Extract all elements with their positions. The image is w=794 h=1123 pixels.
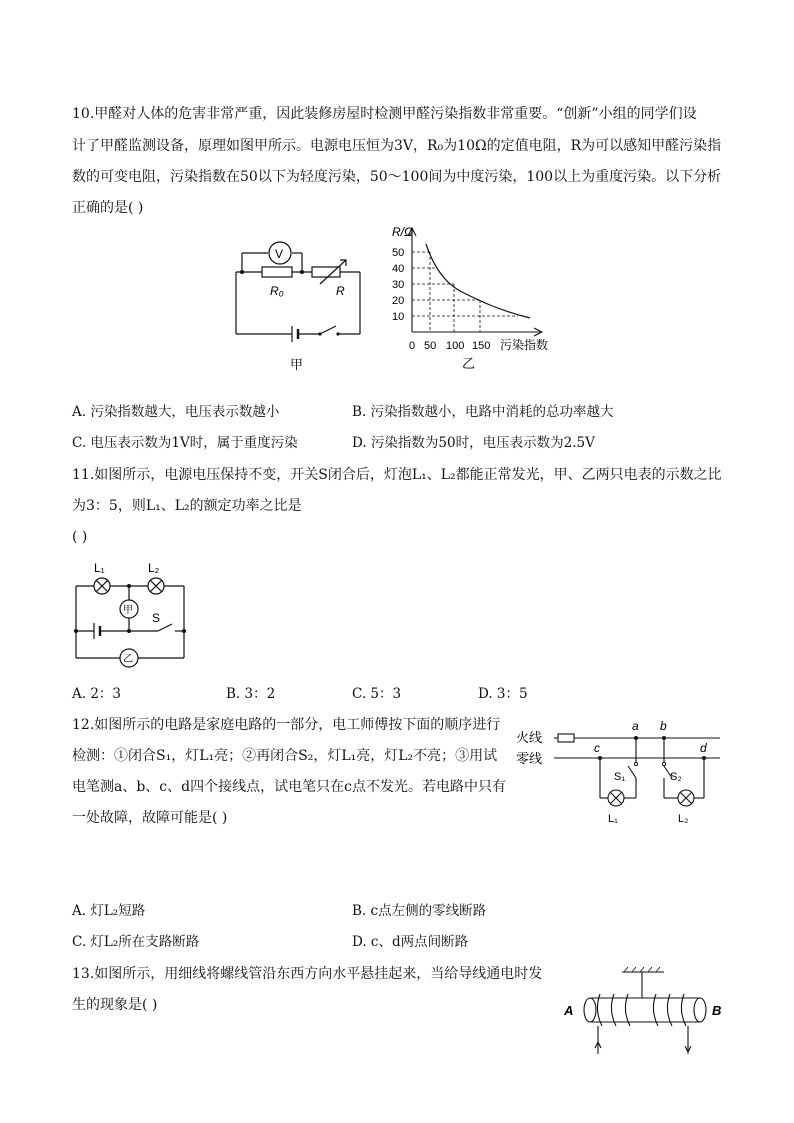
q11-option-b[interactable]: B. 3：2 bbox=[226, 686, 276, 702]
q13-line-1: 13.如图所示，用细线将螺线管沿东西方向水平悬挂起来，当给导线通电时发 bbox=[72, 966, 543, 982]
ytick-20: 20 bbox=[392, 295, 405, 307]
q10-line-1: 10.甲醛对人体的危害非常严重，因此装修房屋时检测甲醛污染指数非常重要。“创新”小组的同学们设 bbox=[72, 106, 697, 122]
q12-line-3: 电笔测a、b、c、d四个接线点，试电笔只在c点不发光。若电路中只有 bbox=[72, 779, 506, 795]
end-b-label: B bbox=[712, 1003, 722, 1018]
q12-line-4: 一处故障，故障可能是( ) bbox=[72, 810, 228, 826]
q12-line-1: 12.如图所示的电路是家庭电路的一部分，电工师傅按下面的顺序进行 bbox=[72, 717, 501, 733]
q13-line-2: 生的现象是( ) bbox=[72, 997, 158, 1013]
fig-jia-caption: 甲 bbox=[290, 357, 304, 372]
q11-option-a[interactable]: A. 2：3 bbox=[72, 686, 122, 702]
neutral-wire-label: 零线 bbox=[516, 751, 543, 766]
ytick-50: 50 bbox=[392, 247, 405, 259]
q11-option-c[interactable]: C. 5：3 bbox=[352, 686, 402, 702]
ytick-40: 40 bbox=[392, 263, 405, 275]
point-c-label: c bbox=[594, 741, 600, 755]
q10-line-2: 计了甲醛监测设备，原理如图甲所示。电源电压恒为3V，R₀为10Ω的定值电阻，R为可以感知甲醛污染指 bbox=[72, 138, 722, 154]
q11-line-3: ( ) bbox=[72, 529, 88, 545]
q10-option-c[interactable]: C. 电压表示数为1V时，属于重度污染 bbox=[72, 435, 298, 451]
q12-option-b[interactable]: B. c点左侧的零线断路 bbox=[352, 903, 487, 919]
q12-option-c[interactable]: C. 灯L₂所在支路断路 bbox=[72, 934, 200, 950]
q12-line-2: 检测：①闭合S₁，灯L₁亮；②再闭合S₂，灯L₁亮，灯L₂不亮；③用试 bbox=[72, 748, 498, 764]
point-b-label: b bbox=[660, 719, 667, 733]
q12-option-a[interactable]: A. 灯L₂短路 bbox=[72, 903, 146, 919]
point-d-label: d bbox=[700, 741, 707, 755]
q10-resistance-graph bbox=[388, 222, 568, 380]
xtick-150: 150 bbox=[472, 340, 491, 352]
q11-line-1: 11.如图所示，电源电压保持不变，开关S闭合后，灯泡L₁、L₂都能正常发光，甲、乙两只电表的示数之比 bbox=[72, 467, 722, 483]
lamp-l1-label: L₁ bbox=[94, 561, 105, 575]
voltmeter-label: V bbox=[275, 247, 284, 261]
r0-label: R₀ bbox=[270, 284, 284, 298]
meter-yi-label: 乙 bbox=[123, 654, 133, 665]
xtick-0: 0 bbox=[409, 340, 416, 352]
q13-solenoid-diagram bbox=[560, 964, 730, 1060]
live-wire-label: 火线 bbox=[516, 730, 543, 745]
lamp-l1-label: L₁ bbox=[608, 813, 618, 825]
lamp-l2-label: L₂ bbox=[148, 561, 160, 575]
graph-xlabel: 污染指数 bbox=[500, 338, 549, 352]
q10-option-d[interactable]: D. 污染指数为50时，电压表示数为2.5V bbox=[352, 435, 595, 451]
fig-yi-caption: 乙 bbox=[462, 356, 476, 371]
q11-circuit-diagram bbox=[72, 558, 192, 668]
q10-line-4: 正确的是( ) bbox=[72, 200, 144, 216]
switch-s-label: S bbox=[152, 611, 161, 625]
ytick-10: 10 bbox=[392, 311, 405, 323]
meter-jia-label: 甲 bbox=[123, 605, 133, 616]
q10-option-a[interactable]: A. 污染指数越大，电压表示数越小 bbox=[72, 404, 280, 420]
q10-line-3: 数的可变电阻，污染指数在50以下为轻度污染，50～100间为中度污染，100以上为重度污染。以下分析 bbox=[72, 169, 722, 185]
switch-s1-label: S₁ bbox=[614, 771, 626, 783]
q10-option-b[interactable]: B. 污染指数越小，电路中消耗的总功率越大 bbox=[352, 404, 614, 420]
end-a-label: A bbox=[564, 1003, 574, 1018]
graph-ylabel: R/Ω bbox=[392, 225, 414, 239]
point-a-label: a bbox=[632, 719, 639, 733]
lamp-l2-label: L₂ bbox=[678, 813, 689, 825]
q12-household-circuit bbox=[514, 716, 724, 826]
ytick-30: 30 bbox=[392, 279, 405, 291]
xtick-50: 50 bbox=[424, 340, 437, 352]
q11-line-2: 为3：5，则L₁、L₂的额定功率之比是 bbox=[72, 498, 302, 514]
xtick-100: 100 bbox=[446, 340, 465, 352]
switch-s2-label: S₂ bbox=[670, 771, 682, 783]
q11-option-d[interactable]: D. 3：5 bbox=[478, 686, 528, 702]
q12-option-d[interactable]: D. c、d两点间断路 bbox=[352, 934, 469, 950]
q10-circuit-diagram bbox=[228, 238, 368, 378]
r-label: R bbox=[336, 284, 345, 298]
